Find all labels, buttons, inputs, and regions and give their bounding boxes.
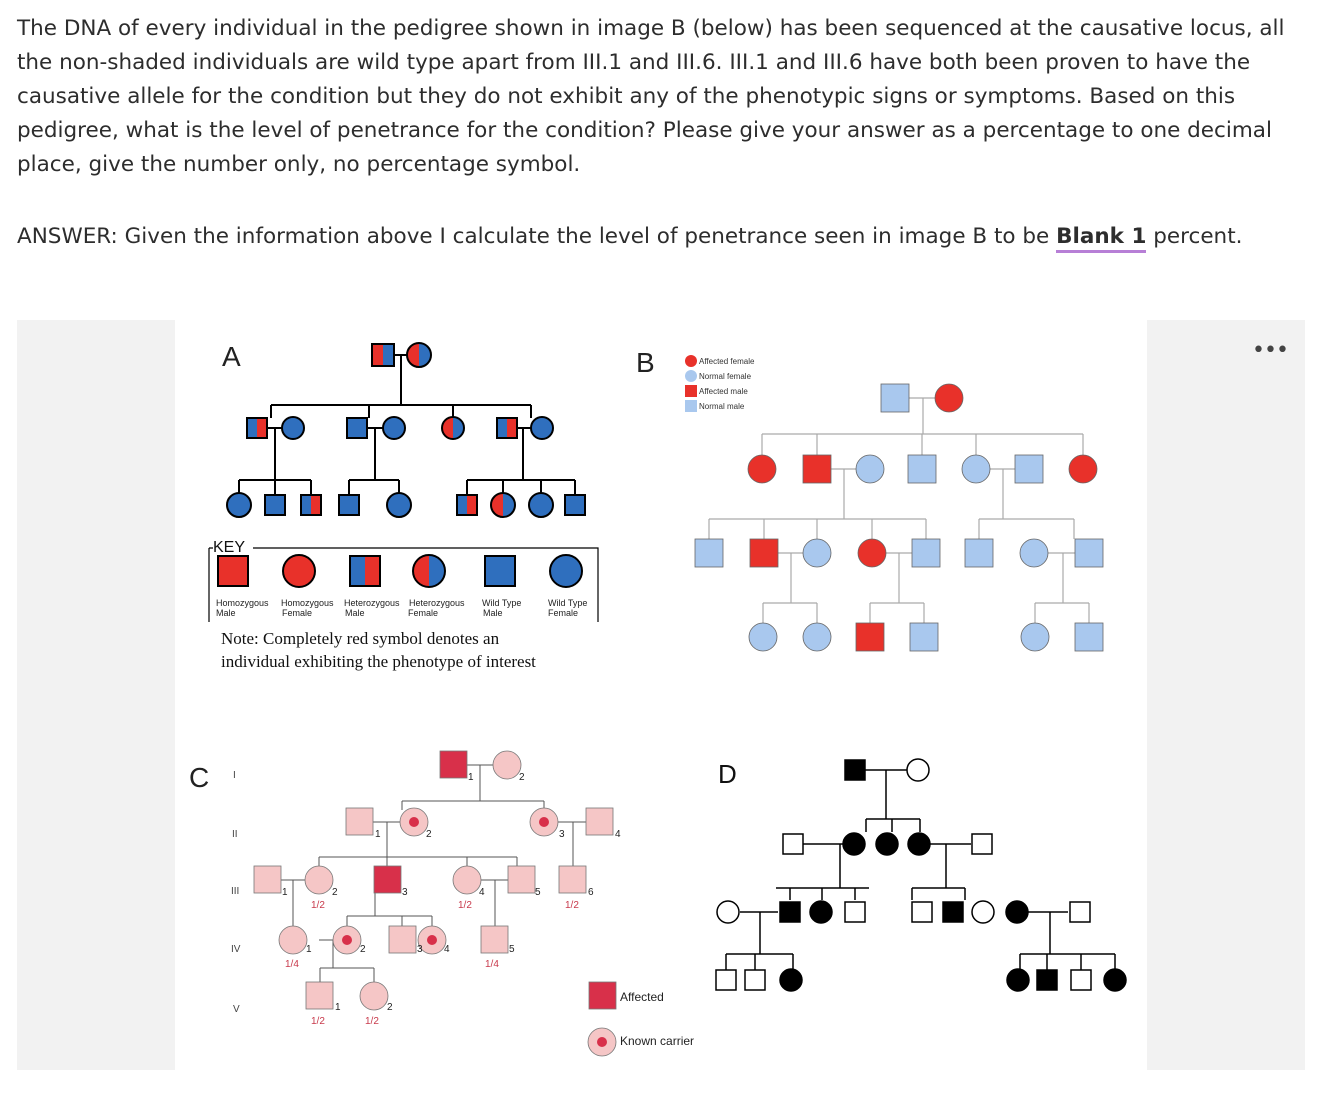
panel-b-letter: B — [636, 347, 655, 378]
c-num-III4: 4 — [479, 887, 485, 898]
c-num-III3: 3 — [402, 887, 408, 898]
blank-1-dropdown[interactable]: Blank 1 — [1056, 224, 1146, 253]
key-label-3a: Heterozygous — [344, 598, 400, 608]
panel-a — [209, 341, 598, 622]
c-num-IV5: 5 — [509, 944, 515, 955]
key-label-2a: Homozygous — [281, 598, 334, 608]
key-label-2b: Female — [282, 608, 313, 618]
c-frac-IV1: 1/4 — [285, 959, 299, 970]
c-num-IV2: 2 — [360, 944, 366, 955]
c-num-IV1: 1 — [306, 944, 312, 955]
key-label-6a: Wild Type — [548, 598, 588, 608]
question-text: The DNA of every individual in the pedigree shown in image B (below) has been sequenced at the causative locus, all the non-shaded individuals are wild type apart from III.1 and III.6. III.1 and III.6 have both been proven to have the causative allele for the condition but they do not exhibit any of the phenotypic signs or symptoms. Based on this pedigree, what is the level of penetrance for the condition? Please give your answer as a percentage to one decimal place, give the number only, no percentage symbol. — [17, 16, 1285, 177]
panel-a-letter: A — [222, 341, 241, 372]
note-line-1: Note: Completely red symbol denotes an — [221, 629, 500, 648]
legend-normal-female: Normal female — [699, 372, 752, 381]
panel-b — [636, 347, 1103, 651]
answer-suffix: percent. — [1146, 224, 1243, 249]
c-frac-V2: 1/2 — [365, 1016, 379, 1027]
answer-prefix: ANSWER: Given the information above I calculate the level of penetrance seen in image B to be — [17, 224, 1057, 249]
gen-label-IV: IV — [231, 944, 241, 955]
c-num-III6: 6 — [588, 887, 594, 898]
c-frac-IV5: 1/4 — [485, 959, 499, 970]
c-num-I1: 1 — [468, 772, 474, 783]
key-label-1b: Male — [216, 608, 236, 618]
gen-label-I: I — [233, 770, 236, 781]
pedigree-figure — [175, 320, 1147, 1070]
key-label-1a: Homozygous — [216, 598, 269, 608]
c-num-III5: 5 — [535, 887, 541, 898]
legend-affected-female: Affected female — [699, 357, 755, 366]
image-margin-right — [1147, 320, 1305, 1070]
key-label-4a: Heterozygous — [409, 598, 465, 608]
c-frac-III6: 1/2 — [565, 900, 579, 911]
gen-label-V: V — [233, 1004, 240, 1015]
image-margin-left — [17, 320, 175, 1070]
c-frac-III4: 1/2 — [458, 900, 472, 911]
key-label-6b: Female — [548, 608, 579, 618]
c-num-III1: 1 — [282, 887, 288, 898]
key-label-5b: Male — [483, 608, 503, 618]
panel-a-note — [221, 629, 536, 671]
panel-d — [716, 759, 1126, 991]
c-num-II2: 2 — [426, 829, 432, 840]
answer-line — [17, 220, 1307, 254]
c-legend-carrier: Known carrier — [620, 1034, 695, 1048]
panel-c — [189, 751, 694, 1056]
key-title: KEY — [213, 539, 246, 556]
c-frac-V1: 1/2 — [311, 1016, 325, 1027]
panel-d-letter: D — [718, 759, 737, 789]
c-num-II3: 3 — [559, 829, 565, 840]
key-labels — [216, 598, 587, 618]
legend-affected-male: Affected male — [699, 387, 748, 396]
c-num-V1: 1 — [335, 1002, 341, 1013]
key-label-5a: Wild Type — [482, 598, 522, 608]
panel-c-letter: C — [189, 762, 210, 793]
c-num-I2: 2 — [519, 772, 525, 783]
c-num-IV4: 4 — [444, 944, 450, 955]
c-num-II1: 1 — [375, 829, 381, 840]
gen-label-III: III — [231, 886, 240, 897]
c-frac-III2: 1/2 — [311, 900, 325, 911]
c-num-IV3: 3 — [417, 944, 423, 955]
note-line-2: individual exhibiting the phenotype of interest — [221, 652, 536, 671]
c-legend-affected: Affected — [620, 990, 664, 1004]
c-num-III2: 2 — [332, 887, 338, 898]
pedigree-figure-svg — [175, 320, 1147, 1070]
c-num-II4: 4 — [615, 829, 621, 840]
key-label-4b: Female — [408, 608, 439, 618]
gen-label-II: II — [232, 829, 238, 840]
legend-normal-male: Normal male — [699, 402, 745, 411]
more-options-button[interactable]: ••• — [1252, 338, 1288, 363]
key-label-3b: Male — [345, 608, 365, 618]
c-num-V2: 2 — [387, 1002, 393, 1013]
